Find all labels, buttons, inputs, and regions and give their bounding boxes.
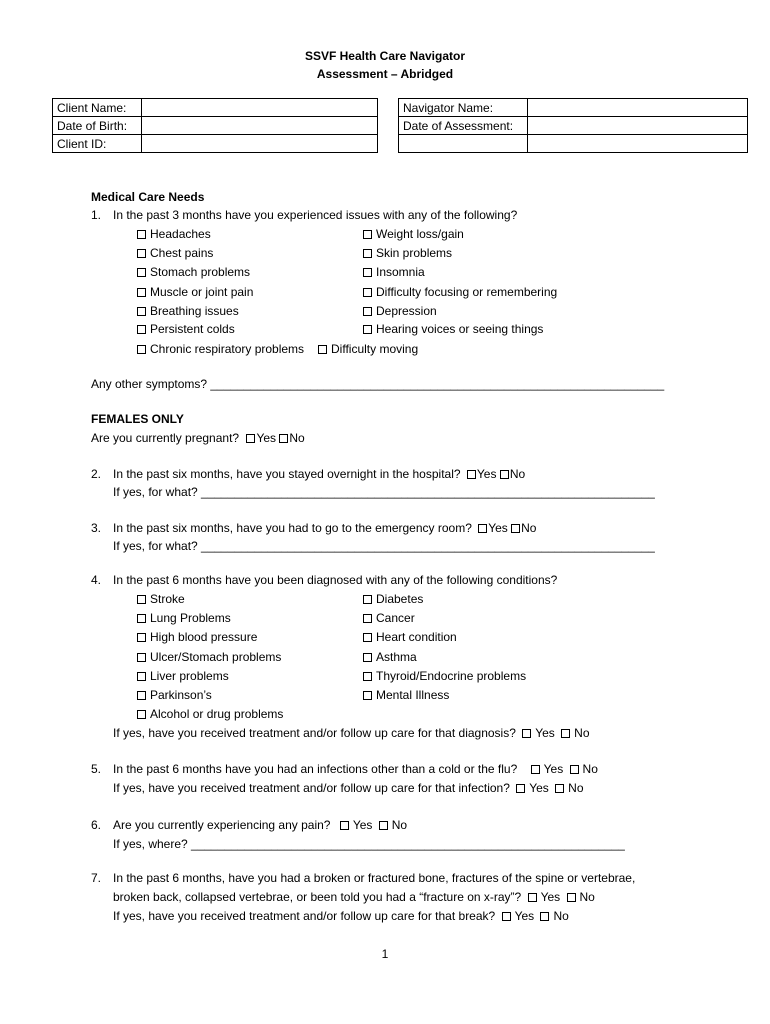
q4-followup: If yes, have you received treatment and/or follow up care for that diagnosis? Yes No [113, 726, 590, 740]
checkbox-icon[interactable] [363, 672, 372, 681]
q5-text: In the past 6 months have you had an infections other than a cold or the flu? Yes No [113, 762, 598, 776]
q6-number: 6. [91, 818, 102, 832]
checkbox-icon[interactable] [363, 288, 372, 297]
checkbox-icon[interactable] [137, 691, 146, 700]
checkbox-option[interactable]: Mental Illness [363, 687, 449, 703]
checkbox-icon[interactable] [137, 325, 146, 334]
table-row [53, 117, 378, 135]
form-subtitle: Assessment – Abridged [316, 67, 454, 81]
checkbox-option[interactable]: Parkinson’s [137, 687, 212, 703]
q7-followup: If yes, have you received treatment and/or follow up care for that break? Yes No [113, 909, 569, 923]
checkbox-icon[interactable] [137, 268, 146, 277]
q5-followup: If yes, have you received treatment and/or follow up care for that infection? Yes No [113, 781, 584, 795]
blank-label [399, 135, 528, 153]
pregnant-question: Are you currently pregnant? Yes No [91, 431, 305, 445]
checkbox-icon[interactable] [137, 307, 146, 316]
checkbox-icon[interactable] [516, 784, 525, 793]
checkbox-icon[interactable] [570, 765, 579, 774]
checkbox-option[interactable]: High blood pressure [137, 629, 257, 645]
q7-text-line1: In the past 6 months, have you had a broken or fractured bone, fractures of the spine or vertebrae, [113, 871, 636, 885]
client-name-label: Client Name: [53, 99, 142, 117]
checkbox-icon[interactable] [363, 230, 372, 239]
checkbox-option[interactable]: Difficulty focusing or remembering [363, 284, 557, 300]
females-only-heading: FEMALES ONLY [91, 412, 184, 426]
checkbox-option[interactable]: Liver problems [137, 668, 229, 684]
date-of-assessment-label: Date of Assessment: [399, 117, 528, 135]
checkbox-option[interactable]: Insomnia [363, 264, 425, 280]
medical-care-heading: Medical Care Needs [91, 190, 205, 204]
blank-field[interactable] [528, 135, 748, 153]
checkbox-icon[interactable] [528, 893, 537, 902]
q7-number: 7. [91, 871, 102, 885]
checkbox-option[interactable]: Chronic respiratory problems [137, 341, 304, 357]
q3-number: 3. [91, 521, 102, 535]
q1-number: 1. [91, 208, 102, 222]
checkbox-icon[interactable] [279, 434, 288, 443]
checkbox-icon[interactable] [363, 249, 372, 258]
table-row [399, 135, 748, 153]
q6-followup-field[interactable]: If yes, where? _________________________________________________________________ [113, 837, 625, 851]
checkbox-icon[interactable] [363, 691, 372, 700]
checkbox-option[interactable]: Weight loss/gain [363, 226, 464, 242]
checkbox-option[interactable]: Persistent colds [137, 321, 235, 337]
checkbox-icon[interactable] [379, 821, 388, 830]
q3-followup-field[interactable]: If yes, for what? ____________________________________________________________________ [113, 539, 655, 553]
checkbox-icon[interactable] [137, 595, 146, 604]
other-symptoms-field[interactable]: Any other symptoms? ____________________________________________________________________ [91, 377, 665, 391]
checkbox-icon[interactable] [363, 325, 372, 334]
checkbox-icon[interactable] [363, 633, 372, 642]
checkbox-icon[interactable] [137, 653, 146, 662]
checkbox-option[interactable]: Depression [363, 303, 437, 319]
checkbox-icon[interactable] [137, 710, 146, 719]
client-id-label: Client ID: [53, 135, 142, 153]
table-row [53, 99, 378, 117]
checkbox-option[interactable]: Asthma [363, 649, 417, 665]
q5-number: 5. [91, 762, 102, 776]
checkbox-option[interactable]: Chest pains [137, 245, 213, 261]
checkbox-icon[interactable] [137, 672, 146, 681]
checkbox-icon[interactable] [555, 784, 564, 793]
q2-number: 2. [91, 467, 102, 481]
checkbox-option[interactable]: Hearing voices or seeing things [363, 321, 543, 337]
checkbox-option[interactable]: Muscle or joint pain [137, 284, 253, 300]
date-of-birth-label: Date of Birth: [53, 117, 142, 135]
checkbox-option[interactable]: Stroke [137, 591, 185, 607]
checkbox-option[interactable]: Diabetes [363, 591, 423, 607]
checkbox-icon[interactable] [363, 653, 372, 662]
checkbox-icon[interactable] [567, 893, 576, 902]
checkbox-option[interactable]: Thyroid/Endocrine problems [363, 668, 526, 684]
checkbox-icon[interactable] [363, 268, 372, 277]
checkbox-icon[interactable] [467, 470, 476, 479]
checkbox-option[interactable]: Difficulty moving [318, 341, 418, 357]
table-row [399, 117, 748, 135]
checkbox-icon[interactable] [363, 614, 372, 623]
checkbox-icon[interactable] [340, 821, 349, 830]
navigator-info-table [398, 98, 748, 153]
q1-text: In the past 3 months have you experienced issues with any of the following? [113, 208, 518, 222]
checkbox-icon[interactable] [502, 912, 511, 921]
checkbox-icon[interactable] [363, 307, 372, 316]
checkbox-option[interactable]: Headaches [137, 226, 211, 242]
checkbox-icon[interactable] [137, 249, 146, 258]
q3-text: In the past six months, have you had to go to the emergency room? Yes No [113, 521, 537, 535]
checkbox-option[interactable]: Lung Problems [137, 610, 231, 626]
checkbox-option[interactable]: Stomach problems [137, 264, 250, 280]
table-row [399, 99, 748, 117]
date-of-assessment-field[interactable] [528, 117, 748, 135]
checkbox-icon[interactable] [137, 230, 146, 239]
checkbox-option[interactable]: Breathing issues [137, 303, 239, 319]
page-number: 1 [381, 947, 389, 961]
checkbox-icon[interactable] [540, 912, 549, 921]
q2-followup-field[interactable]: If yes, for what? ____________________________________________________________________ [113, 485, 655, 499]
q4-text: In the past 6 months have you been diagnosed with any of the following conditions? [113, 573, 558, 587]
client-info-table [52, 98, 378, 153]
checkbox-option[interactable]: Skin problems [363, 245, 452, 261]
checkbox-icon[interactable] [318, 345, 327, 354]
checkbox-icon[interactable] [246, 434, 255, 443]
navigator-name-label: Navigator Name: [399, 99, 528, 117]
navigator-name-field[interactable] [528, 99, 748, 117]
date-of-birth-field[interactable] [142, 117, 378, 135]
q6-text: Are you currently experiencing any pain? Yes No [113, 818, 408, 832]
checkbox-icon[interactable] [137, 614, 146, 623]
q7-text-line2: broken back, collapsed vertebrae, or been told you had a “fracture on x-ray”? Yes No [113, 890, 595, 904]
client-name-field[interactable] [142, 99, 378, 117]
checkbox-option[interactable]: Ulcer/Stomach problems [137, 649, 281, 665]
checkbox-icon[interactable] [522, 729, 531, 738]
form-title: SSVF Health Care Navigator [304, 49, 466, 63]
checkbox-option[interactable]: Alcohol or drug problems [137, 706, 283, 722]
checkbox-option[interactable]: Heart condition [363, 629, 457, 645]
checkbox-option[interactable]: Cancer [363, 610, 415, 626]
table-row [53, 135, 378, 153]
checkbox-icon[interactable] [137, 345, 146, 354]
checkbox-icon[interactable] [137, 633, 146, 642]
checkbox-icon[interactable] [561, 729, 570, 738]
checkbox-icon[interactable] [511, 524, 520, 533]
q2-text: In the past six months, have you stayed overnight in the hospital? Yes No [113, 467, 526, 481]
q4-number: 4. [91, 573, 102, 587]
checkbox-icon[interactable] [137, 288, 146, 297]
checkbox-icon[interactable] [363, 595, 372, 604]
checkbox-icon[interactable] [500, 470, 509, 479]
client-id-field[interactable] [142, 135, 378, 153]
checkbox-icon[interactable] [531, 765, 540, 774]
checkbox-icon[interactable] [478, 524, 487, 533]
